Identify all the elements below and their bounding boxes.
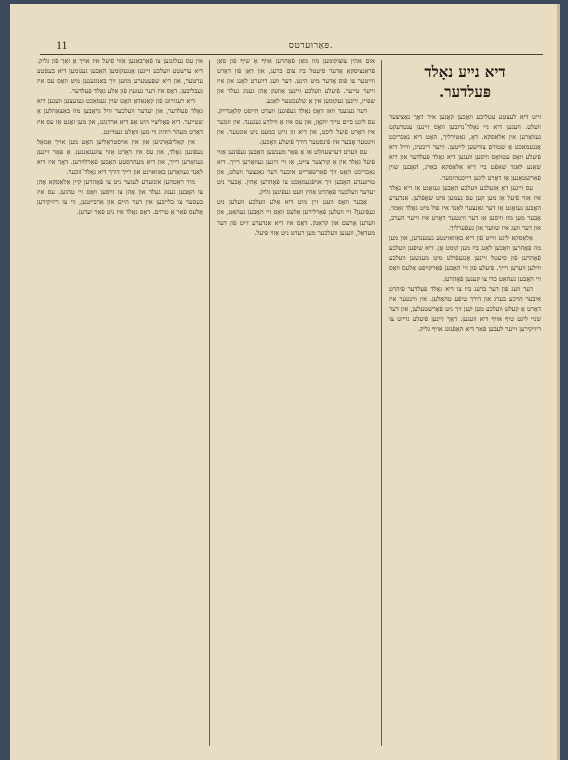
column-divider — [209, 60, 210, 746]
page-number: 11 — [56, 38, 68, 52]
paragraph: דיא רעגירונג פֿון קאַנאַדאַ האָט שוין געמאַכט געזעצען וועגען דיא גאָלד פעלדער, און יעדער וועלכער וויל גראָבען מוז באַצאָהלען אַ שטייער. דיא פּאָליציי היט אָפּ דיא ארדנונג, און מען זאָגט אַז עס איז דאָרט מעהר רוהיג ווי מען וואָלט געמיינט. — [37, 97, 203, 136]
paragraph: אַלאַסקא ליגט ווייט פֿון דיא באַוואוינטע געגענדען, און מען מוז פֿאָהרען וואָכען לאַנג ביז מען קומט אָן. דיא שיפֿען וועלכע פֿאָהרען פֿון סיעטל זיינען אָנגעפֿילט מיט מענשען וועלכע ווילען ווערען רייך. פֿיעלע פֿון זיי האָבען פֿאַרקויפֿט אַלעס וואָס זיי האָבען געהאַט כדי צו קענען פֿאָהרען. — [389, 234, 541, 283]
paragraph: אין קאַליפֿאָרניען און אין אויסטראַליען האָט מען אויך אַמאָל געפֿונען גאָלד, און עס איז דאָרט אַזוי צוגעגאַנגען. אַ פּאָר זיינען געוואָרען רייך, און דיא מעהרסטע האָבען פֿאַרלוירען. דאָך איז דיא לאַנד געוואָרען באַוואוינט און רייך דורך דיא גאָלד־זוכער. — [37, 137, 203, 177]
column-left — [37, 56, 203, 746]
column-right — [389, 56, 541, 746]
paragraph: אין עס נעלונגען צו פֿאַרבאַנען אַזוי פֿיעל איז אויך אַ זאַך פֿון גליק. דיא ערשטע וועלכע זיינען אָנגעקומען האָבען גענומען דיא בעסטע ערטער, און דיא שפּעטערע מוזען זיך באַנוגענען מיט וואָס עס איז געבליבען. דאָס איז דער געזעץ פֿון אַלע גאָלד פעלדער. — [37, 57, 203, 96]
paragraph: דער נעגענד וואו דאָס נאָלד געפֿונען ווערט הייסט קלאָנדייק. עס ליגט ביים טייך יוקאָן, און עס איז אַ ווילדע געגענד. אין זומער איז דאָרט פֿיעל ליכט, און דיא זון גייט כמעט ניט אונטער. אין ווינטער אָבער איז פֿינסטער דורך פֿיעלע וואָכען. — [217, 107, 375, 146]
paragraph: אָבער וואָס וועט זיין מיט דיא אַלע וועלכע וועלען ניט געפֿינען? זיי וועלען פֿאַרלירען אַלעס וואָס זיי האָבען געהאַט, און ווערען אָרעם און קראַנק. דאָס איז דיא אַנדערע זייט פֿון דער מעדאַל, וועגען וועלכער מען רעדט ניט אַזוי פֿיעל. — [217, 198, 375, 237]
running-head: פּאַרוּערטס. — [288, 41, 333, 51]
column-middle — [217, 56, 375, 746]
article-title-line-1: דיא נייע נאָלד — [424, 63, 506, 81]
column-divider — [381, 60, 382, 746]
paragraph: אום אהין צוצוקומען מוז מאַן פֿאָהרען אויף אַ שיף פֿון סאַן פֿראַנציסקאָ אָדער סיעטל ביז צום ברעג, און דאַן פֿון דאָרט ווייטער צו פֿוס אָדער מיט הינט. דער וועג דויערט לאַנג און איז זייער טייער. פֿיעלע וועלכע זיינען אַוועק אָהן גענוג געלד און שפּייז, זיינען געקומען אין אַ שלעכטער לאַגע. — [217, 57, 375, 106]
newspaper-page — [10, 4, 560, 760]
paragraph: זייט דיא לעצטע עטליכע וואָכען קאָנען איר דאָך נאָציצער וועלט. וועגען דיא ניי נאָלד־נרובען וואָס זיינען ענטדעקט נעוואָרען אין אלאַסקא. דאָ, נאַטירליך, האָט דיא נאַכריכט אָנגעמאַכט אַ שטורם צווישען לייטען. זייער ריכטיג, ווייל דיא פֿיעלע וואָס עטוואָס וויסען וועגען דיא גאָלד פעלדער און דיא שאָנע לאַנד שאַפֿט ביי דיא אַלאַסקא באַרג, האָבען שוין פֿאַרשטאַנען אַז דאָרט ליגען רייכטהימער. — [389, 113, 541, 182]
paragraph: מיר ראַטהען אונזערע לעזער ניט צו פֿאָהרען קיין אַלאַסקא אָהן צו האָבען גענוג געלד און אָהן צו וויסען וואָס זיי טהוען. עס איז בעסער צו בלייבען אין דער היים און אַרבייטען, ווי צו ריזיקירען אַלעס פֿאַר אַ טרוים. דאָס גאָלד איז ניט פֿאַר יעדען. — [37, 178, 203, 217]
text-columns — [30, 56, 541, 746]
paragraph: דער וועג פֿון דער ברעג ביז צו דיא גאָלד פעלדער פֿיהרט איבער הויכע בערג און דורך טיפֿע טהאָלען. אין ווינטער איז דאָרט אַ קעלט וועלכע מען קען זיך ניט פֿאָרשטעלען, און דער שניי ליגט טיף אויף דיא וועגען. דאָך זיינען פֿיעלע גרייט צו ריזיקירען זייער לעבען פֿאַר דיא האָפֿנונג אויף גליק. — [389, 284, 541, 333]
article-title — [389, 56, 541, 112]
paragraph: עס ווערט דערצעהלט אַז אַ פּאָר מענשען האָבען געפֿונען אַזוי פֿיעל גאָלד אין אַ קורצער צייט, אַז זיי זיינען געוואָרען רייך. דיא נאַכריכט האָט זיך פֿאַרשפּרייט איבער דער גאַנצער וועלט, און טויזענדע האָבען זיך אויפֿגעמאַכט צו פֿאָהרען אַהין. אָבער ניט יעדער וועלכער פֿאָהרט אַהין וועט געפֿינען גליק. — [217, 147, 375, 197]
page-header — [40, 24, 543, 55]
article-title-line-2: פּעלדער. — [439, 83, 491, 101]
paragraph: עס זיינען דאָ אַזעלכע וועלכע האָבען געזאָגט אַז דיא נאָלד איז אַזוי פֿיעל אַז מען קען עס נעמען מיט שאָפֿלען. אנדערע האָבען געזאָגט אַז דער גאַנצער לאַנד איז פול מיט גאָלד זאַמד. אָבער מען מוז וויסען אַז דער ווינטער דאָרט איז זייער הערב, און דער וועג איז שווער און געפֿערליך. — [389, 183, 541, 233]
